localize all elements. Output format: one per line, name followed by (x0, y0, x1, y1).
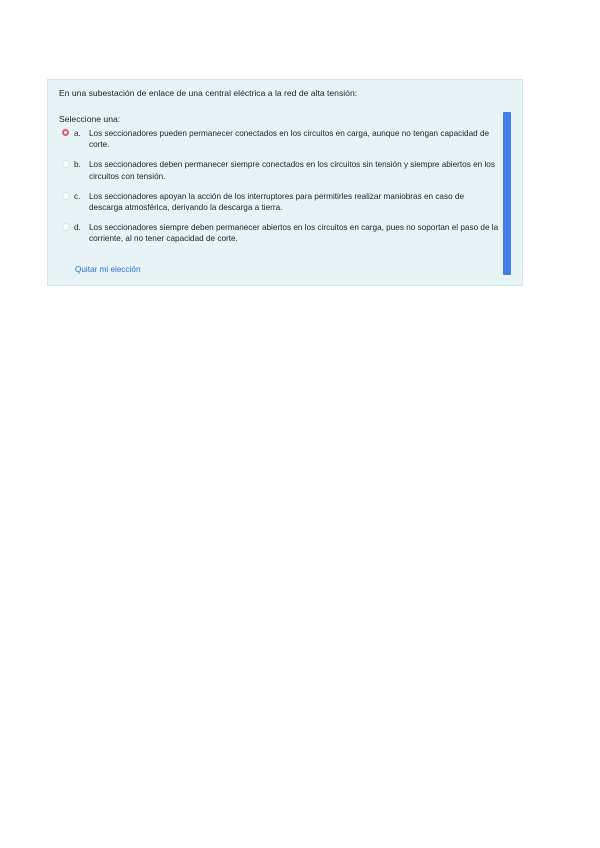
answer-text: Los seccionadores pueden permanecer conectados en los circuitos en carga, aunque no tengan capacidad de corte. (89, 129, 490, 150)
answer-text: Los seccionadores siempre deben permanecer abiertos en los circuitos en carga, pues no soportan el paso de la corriente, al no tener capacidad de corte. (89, 223, 499, 244)
answer-letter: b. (74, 160, 81, 170)
radio-button-d[interactable] (62, 223, 70, 231)
select-one-label: Seleccione una: (59, 114, 121, 124)
answer-option-a[interactable] (59, 128, 499, 150)
clear-choice-link[interactable]: Quitar mi elección (75, 265, 141, 274)
answer-list (59, 128, 499, 254)
radio-button-b[interactable] (62, 160, 70, 168)
question-card (47, 79, 523, 286)
answer-text: Los seccionadores deben permanecer siempre conectados en los circuitos sin tensión y siempre abiertos en los circuitos con tensión. (89, 160, 495, 181)
radio-button-a[interactable] (62, 129, 69, 136)
radio-button-c[interactable] (62, 192, 70, 200)
answer-letter: c. (74, 191, 81, 201)
answer-text: Los seccionadores apoyan la acción de los interruptores para permitirles realizar maniobras en caso de descarga atmosférica, derivando la descarga a tierra. (89, 191, 465, 213)
answer-option-c[interactable] (59, 191, 499, 213)
answer-letter: a. (74, 129, 81, 138)
vertical-scrollbar[interactable] (503, 112, 511, 275)
answer-option-b[interactable] (59, 159, 499, 181)
answer-option-d[interactable] (59, 222, 499, 244)
question-prompt: En una subestación de enlace de una central eléctrica a la red de alta tensión: (59, 88, 358, 98)
answer-letter: d. (74, 223, 81, 233)
